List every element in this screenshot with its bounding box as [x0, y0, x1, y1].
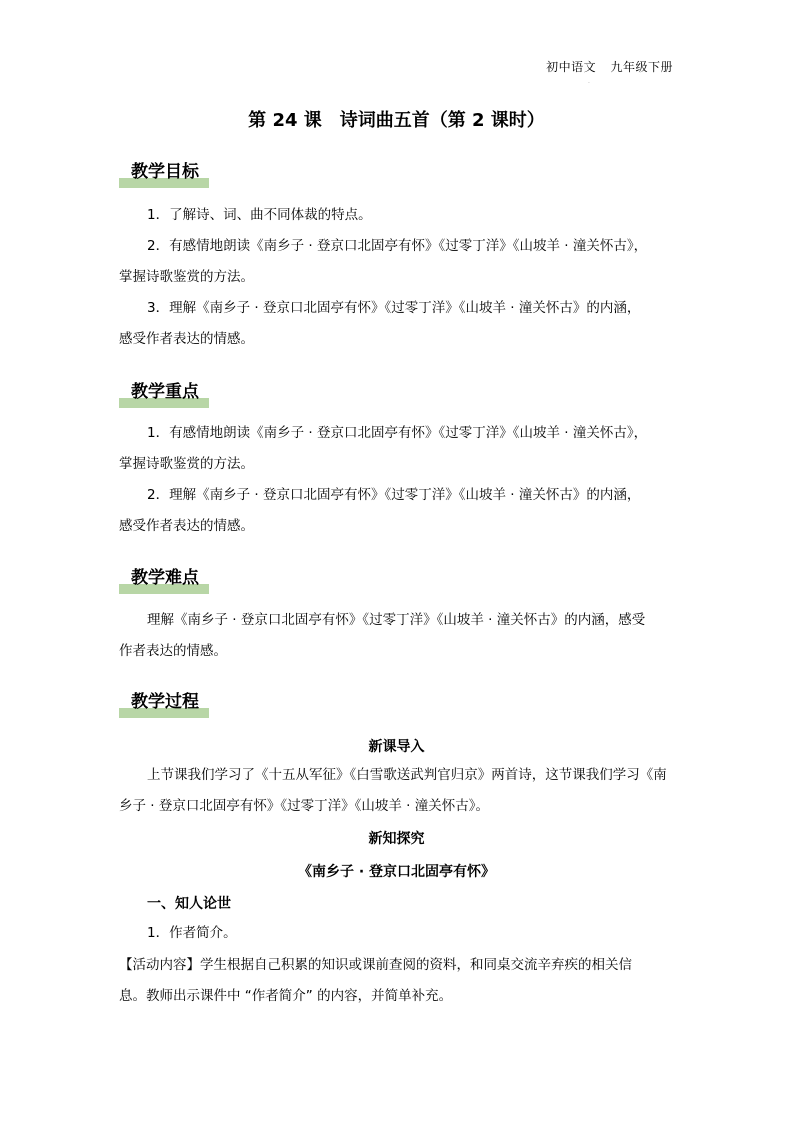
section-heading-key-points	[119, 380, 209, 406]
goals-line: 3．理解《南乡子 · 登京口北固亭有怀》《过零丁洋》《山坡羊 · 潼关怀古》的内涵，	[147, 300, 641, 316]
intro-title: 新课导入	[368, 739, 425, 755]
process-heading-text: 教学过程	[131, 692, 199, 712]
step-line: 1．作者简介。	[147, 925, 237, 941]
key-points-heading-text: 教学重点	[131, 382, 199, 402]
intro-line: 乡子 · 登京口北固亭有怀》《过零丁洋》《山坡羊 · 潼关怀古》。	[119, 798, 489, 814]
explore-title: 新知探究	[368, 831, 425, 847]
section-heading-goals	[119, 160, 209, 186]
key-points-line: 2．理解《南乡子 · 登京口北固亭有怀》《过零丁洋》《山坡羊 · 潼关怀古》的内涵，	[147, 487, 641, 503]
activity-line: 【活动内容】学生根据自己积累的知识或课前查阅的资料，和同桌交流辛弃疾的相关信	[119, 957, 632, 973]
key-points-paragraph	[119, 418, 675, 542]
header-dot: ·	[588, 80, 590, 87]
difficulties-paragraph	[119, 605, 675, 667]
subject-label: 初中语文	[546, 60, 597, 74]
key-points-line: 感受作者表达的情感。	[119, 518, 254, 534]
goals-line: 2．有感情地朗读《南乡子 · 登京口北固亭有怀》《过零丁洋》《山坡羊 · 潼关怀古》，	[147, 238, 648, 254]
section-heading-difficulties	[119, 566, 209, 592]
goals-line: 感受作者表达的情感。	[119, 331, 254, 347]
goals-heading-text: 教学目标	[131, 162, 199, 182]
section-heading-process	[119, 690, 209, 716]
poem-title: 《南乡子 · 登京口北固亭有怀》	[297, 864, 496, 880]
goals-line: 1．了解诗、词、曲不同体裁的特点。	[147, 207, 372, 223]
key-points-line: 1．有感情地朗读《南乡子 · 登京口北固亭有怀》《过零丁洋》《山坡羊 · 潼关怀古》，	[147, 425, 648, 441]
intro-paragraph	[119, 760, 675, 822]
intro-line: 上节课我们学习了《十五从军征》《白雪歌送武判官归京》两首诗，这节课我们学习《南	[147, 767, 667, 783]
activity-line: 息。教师出示课件中 “作者简介” 的内容，并简单补充。	[119, 988, 453, 1004]
part-one-heading: 一、知人论世	[147, 896, 231, 912]
goals-paragraph	[119, 200, 675, 355]
difficulties-line: 理解《南乡子 · 登京口北固亭有怀》《过零丁洋》《山坡羊 · 潼关怀古》的内涵，感受	[147, 612, 646, 628]
page-title: 第 24 课 诗词曲五首（第 2 课时）	[248, 110, 545, 131]
step-one	[119, 918, 675, 949]
difficulties-heading-text: 教学难点	[131, 568, 199, 588]
grade-label: 九年级下册	[610, 60, 673, 74]
page-header	[546, 58, 673, 75]
goals-line: 掌握诗歌鉴赏的方法。	[119, 269, 254, 285]
activity-paragraph	[119, 950, 675, 1012]
key-points-line: 掌握诗歌鉴赏的方法。	[119, 456, 254, 472]
difficulties-line: 作者表达的情感。	[119, 643, 227, 659]
